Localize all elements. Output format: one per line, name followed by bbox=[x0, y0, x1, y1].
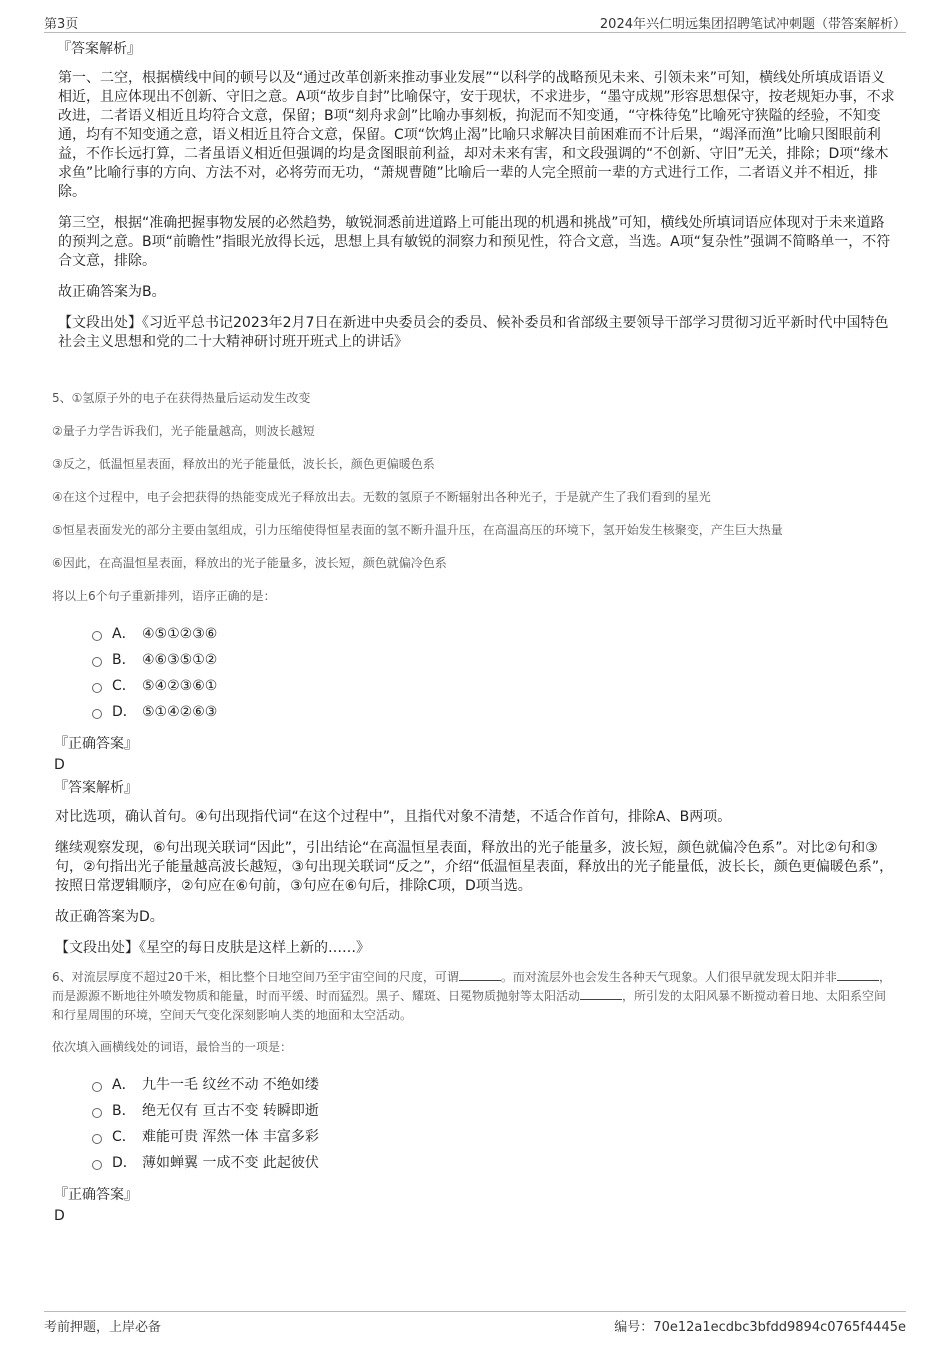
fill-blank bbox=[580, 987, 622, 1000]
sentence-item: 5、①氢原子外的电子在获得热量后运动发生改变 bbox=[52, 391, 311, 405]
option-a[interactable]: A． ④⑤①②③⑥ bbox=[92, 621, 895, 647]
correct-answer-label: 『正确答案』 bbox=[54, 1187, 138, 1203]
text-source: 【文段出处】《星空的每日皮肤是这样上新的……》 bbox=[55, 940, 370, 956]
sentence-item: ②量子力学告诉我们，光子能量越高，则波长越短 bbox=[52, 424, 315, 438]
fill-blank bbox=[459, 968, 501, 981]
option-d[interactable]: D． 薄如蝉翼 一成不变 此起彼伏 bbox=[92, 1150, 895, 1176]
radio-icon[interactable] bbox=[92, 1160, 102, 1170]
radio-icon[interactable] bbox=[92, 657, 102, 667]
option-c[interactable]: C． 难能可贵 浑然一体 丰富多彩 bbox=[92, 1124, 895, 1150]
correct-answer-label: 『正确答案』 bbox=[54, 736, 138, 752]
correct-answer-value: D bbox=[54, 757, 65, 773]
analysis-paragraph: 继续观察发现，⑥句出现关联词“因此”，引出结论“在高温恒星表面，释放出的光子能量多，波长短，颜色就偏冷色系”。对比②句和③句，②句指出光子能量越高波长越短，③句出现关联词“反之”，介绍“低温恒星表面，释放出的光子能量低，波长长，颜色更偏暖色系”，按照日常逻辑顺序，②句应在⑥句前，③句应在⑥句后，排除C项，D项当选。 bbox=[55, 840, 894, 894]
analysis-paragraph: 第三空，根据“准确把握事物发展的必然趋势，敏锐洞悉前进道路上可能出现的机遇和挑战”可知，横线处所填词语应体现对于未来道路的预判之意。B项“前瞻性”指眼光放得长远，思想上具有敏锐的洞察力和预见性，符合文意，当选。A项“复杂性”强调不简略单一，不符合文意，排除。 bbox=[58, 215, 891, 269]
document-serial: 编号：70e12a1ecdbc3bfdd9894c0765f4445e bbox=[614, 1320, 906, 1335]
analysis-paragraph: 第一、二空，根据横线中间的顿号以及“通过改革创新来推动事业发展”“以科学的战略预见未来、引领未来”可知，横线处所填成语语义相近，且应体现出不创新、守旧之意。A项“故步自封”比喻保守，安于现状，不求进步，“墨守成规”形容思想保守，按老规矩办事，不求改进，二者语义相近且均符合文意，保留；B项“刻舟求剑”比喻办事刻板，拘泥而不知变通，“守株待兔”比喻死守狭隘的经验，不知变通，均有不知变通之意，语义相近且符合文意，保留。C项“饮鸩止渴”比喻只求解决目前困难而不计后果，“竭泽而渔”比喻只图眼前利益，不作长远打算，二者虽语义相近但强调的均是贪图眼前利益，却对未来有害，和文段强调的“不创新、守旧”无关，排除；D项“缘木求鱼”比喻行事的方向、方法不对，必将劳而无功，“萧规曹随”比喻后一辈的人完全照前一辈的方式进行工作，二者语义并不相近，排除。 bbox=[58, 70, 895, 200]
text-source: 【文段出处】《习近平总书记2023年2月7日在新进中央委员会的委员、候补委员和省部级主要领导干部学习贯彻习近平新时代中国特色社会主义思想和党的二十大精神研讨班开班式上的讲话》 bbox=[58, 315, 889, 350]
page-number: 第3页 bbox=[44, 17, 79, 32]
answer-options bbox=[92, 621, 895, 725]
page-content bbox=[52, 40, 895, 1230]
analysis-label: 『答案解析』 bbox=[54, 780, 138, 796]
radio-icon[interactable] bbox=[92, 631, 102, 641]
question-6 bbox=[52, 968, 895, 1226]
page-header bbox=[44, 10, 906, 33]
radio-icon[interactable] bbox=[92, 683, 102, 693]
page-footer bbox=[44, 1311, 906, 1336]
fill-blank bbox=[837, 968, 879, 981]
sentence-item: ⑥因此，在高温恒星表面，释放出的光子能量多，波长短，颜色就偏冷色系 bbox=[52, 556, 447, 570]
analysis-conclusion: 故正确答案为B。 bbox=[58, 284, 166, 300]
question-stem: 6、对流层厚度不超过20千米，相比整个日地空间乃至宇宙空间的尺度，可谓 。而对流层外也会发生各种天气现象。人们很早就发现太阳并非 ，而是源源不断地往外喷发物质和能量，时而平缓、时而猛烈。黑子、耀斑、日冕物质抛射等太阳活动 ，所引发的太阳风暴不断搅动着日地、太阳系空间和行星周围的环境，空间天气变化深刻影响人类的地面和太空活动。 bbox=[52, 970, 891, 1022]
question-5 bbox=[52, 390, 895, 958]
sentence-item: ③反之，低温恒星表面，释放出的光子能量低，波长长，颜色更偏暖色系 bbox=[52, 457, 435, 471]
question-prompt: 将以上6个句子重新排列，语序正确的是： bbox=[52, 589, 276, 603]
analysis-paragraph: 对比选项，确认首句。④句出现指代词“在这个过程中”，且指代对象不清楚，不适合作首句，排除A、B两项。 bbox=[55, 809, 732, 825]
option-b[interactable]: B． 绝无仅有 亘古不变 转瞬即逝 bbox=[92, 1098, 895, 1124]
correct-answer-value: D bbox=[54, 1208, 65, 1224]
sentence-item: ⑤恒星表面发光的部分主要由氢组成，引力压缩使得恒星表面的氢不断升温升压，在高温高压的环境下，氢开始发生核聚变，产生巨大热量 bbox=[52, 523, 783, 537]
option-b[interactable]: B． ④⑥③⑤①② bbox=[92, 647, 895, 673]
radio-icon[interactable] bbox=[92, 1134, 102, 1144]
option-d[interactable]: D． ⑤①④②⑥③ bbox=[92, 699, 895, 725]
option-c[interactable]: C． ⑤④②③⑥① bbox=[92, 673, 895, 699]
radio-icon[interactable] bbox=[92, 1082, 102, 1092]
question-prompt: 依次填入画横线处的词语，最恰当的一项是： bbox=[52, 1040, 293, 1054]
document-title: 2024年兴仁明远集团招聘笔试冲刺题（带答案解析） bbox=[599, 17, 906, 32]
option-a[interactable]: A． 九牛一毛 纹丝不动 不绝如缕 bbox=[92, 1072, 895, 1098]
footer-slogan: 考前押题，上岸必备 bbox=[44, 1320, 162, 1335]
sentence-item: ④在这个过程中，电子会把获得的热能变成光子释放出去。无数的氢原子不断辐射出各种光子，于是就产生了我们看到的星光 bbox=[52, 490, 711, 504]
analysis-label: 『答案解析』 bbox=[57, 41, 141, 57]
radio-icon[interactable] bbox=[92, 709, 102, 719]
analysis-conclusion: 故正确答案为D。 bbox=[55, 909, 164, 925]
answer-options bbox=[92, 1072, 895, 1176]
radio-icon[interactable] bbox=[92, 1108, 102, 1118]
